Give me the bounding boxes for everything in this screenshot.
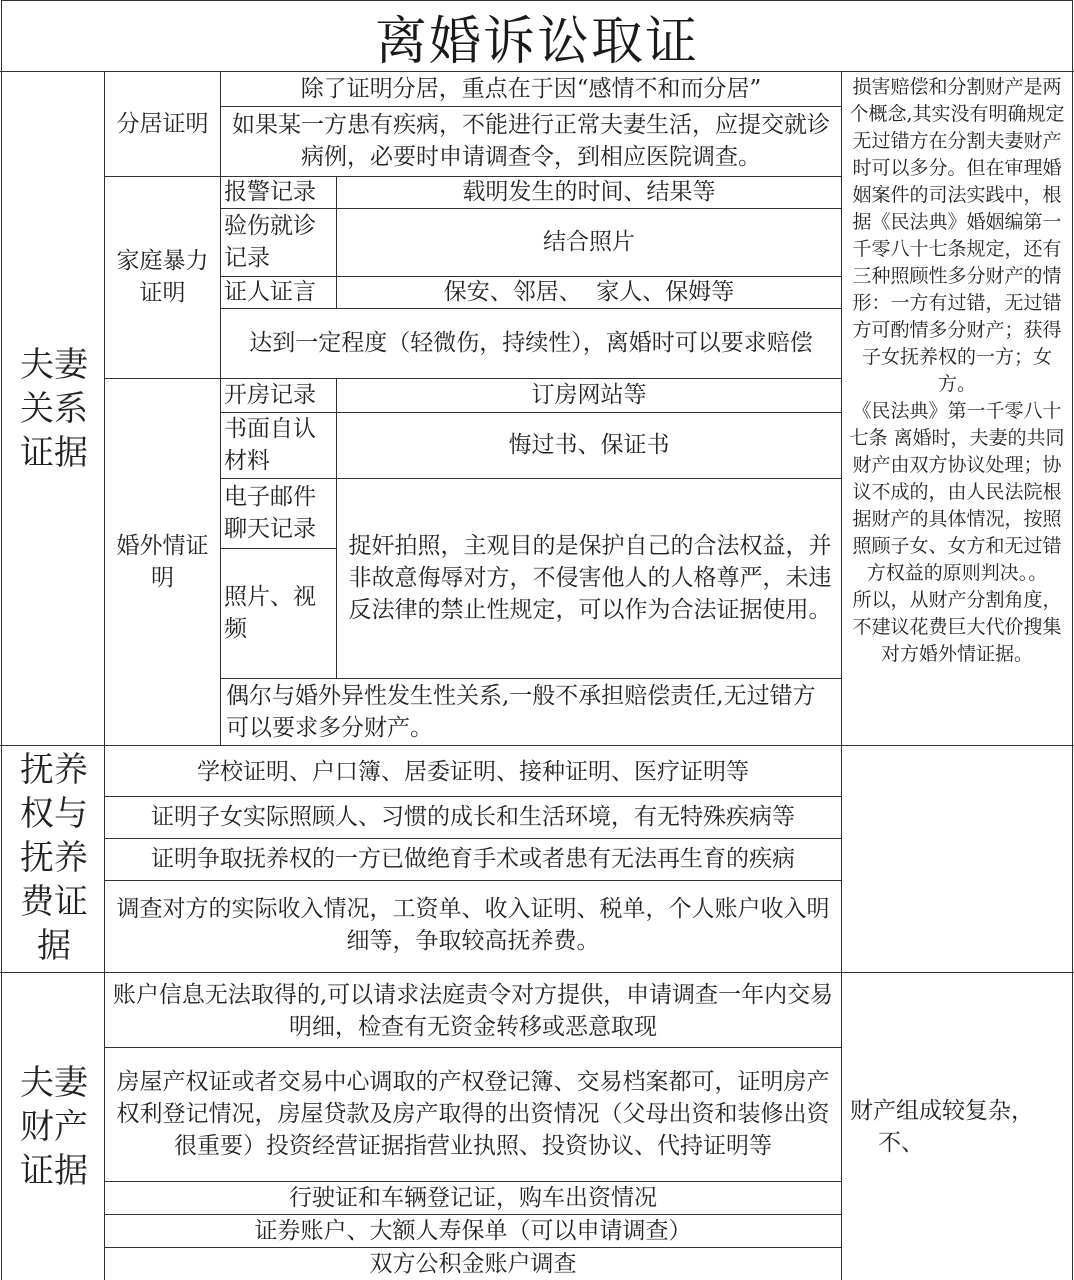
property-item-1: 账户信息无法取得的,可以请求法庭责令对方提供，申请调查一年内交易明细，检查有无资金转移或恶意取现 <box>112 982 834 1040</box>
affair-item-value-2: 悔过书、保证书 <box>508 432 670 458</box>
side-note-p3: 所以，从财产分割角度，不建议花费巨大代价搜集对方婚外情证据。 <box>852 589 1062 665</box>
page-title: 离婚诉讼取证 <box>374 11 699 72</box>
section1-bottom <box>0 745 1074 746</box>
custody-item-4: 调查对方的实际收入情况，工资单、收入证明、税单，个人账户收入明细等，争取较高抚养费。 <box>116 896 830 954</box>
section2-bottom <box>0 972 1074 973</box>
marital-header-text: 夫妻关系证据 <box>20 344 88 473</box>
violence-item-value-3: 保安、邻居、 家人、保姆等 <box>443 279 735 305</box>
property-item-3: 行驶证和车辆登记证，购车出资情况 <box>289 1184 657 1211</box>
violence-item-value-1: 载明发生的时间、结果等 <box>462 179 716 205</box>
affair-item-label-4: 照片、视频 <box>224 584 316 642</box>
violence-label-text: 家庭暴力证明 <box>116 248 209 306</box>
col-divider-right <box>841 72 842 1280</box>
affair-item-label-3: 电子邮件聊天记录 <box>224 484 316 542</box>
violence-note: 达到一定程度（轻微伤，持续性），离婚时可以要求赔偿 <box>249 330 813 356</box>
property-side-note <box>850 1095 1066 1165</box>
property-header-text: 夫妻财产证据 <box>20 1062 88 1191</box>
affair-label <box>105 378 220 745</box>
property-item-5: 双方公积金账户调查 <box>369 1250 577 1277</box>
property-side-note-line-2: 不、 <box>878 1130 924 1156</box>
affair-item-label-1: 开房记录 <box>224 382 316 408</box>
col-divider-b1 <box>220 72 221 746</box>
separation-label-text: 分居证明 <box>116 111 209 137</box>
affair-note: 偶尔与婚外异性发生性关系,一般不承担赔偿责任,无过错方可以要求多分财产。 <box>226 683 816 741</box>
affair-item-value-1: 订房网站等 <box>531 382 647 408</box>
custody-item-2: 证明子女实际照顾人、习惯的成长和生活环境，有无特殊疾病等 <box>151 804 795 830</box>
property-item-4: 证券账户、大额人寿保单（可以申请调查） <box>254 1217 692 1244</box>
affair-shared-value: 捉奸拍照，主观目的是保护自己的合法权益，并非故意侮辱对方，不侵害他人的人格尊严，未违反法律的禁止性规定，可以作为合法证据使用。 <box>348 533 832 623</box>
violence-item-label-1: 报警记录 <box>224 179 316 205</box>
violence-item-value-2: 结合照片 <box>543 229 635 255</box>
property-section-header <box>6 973 102 1280</box>
marital-section-header <box>6 72 102 745</box>
custody-section-header <box>6 746 102 970</box>
side-note-p2: 《民法典》第一千零八十七条 离婚时，夫妻的共同财产由双方协议处理；协议不成的，由人民法院根据财产的具体情况，按照照顾子女、女方和无过错方权益的原则判决。。 <box>849 400 1065 584</box>
marital-side-note <box>844 74 1070 744</box>
custody-item-3: 证明争取抚养权的一方已做绝育手术或者患有无法再生育的疾病 <box>151 846 795 872</box>
violence-label <box>105 176 220 378</box>
affair-divider-4 <box>221 678 841 679</box>
affair-label-text: 婚外情证明 <box>116 532 209 591</box>
property-item-2: 房屋产权证或者交易中心调取的产权登记簿、交易档案都可，证明房产权利登记情况，房屋贷款及房产取得的出资情况（父母出资和装修出资很重要）投资经营证据指营业执照、投资协议、代持证明等 <box>116 1069 830 1159</box>
separation-row-1: 除了证明分居，重点在于因“感情不和而分居” <box>300 76 762 102</box>
custody-header-text: 抚养权与抚养费证据 <box>20 750 88 966</box>
affair-item-label-2: 书面自认材料 <box>224 416 316 474</box>
separation-row-2: 如果某一方患有疾病，不能进行正常夫妻生活，应提交就诊病例，必要时申请调查令，到相应医院调查。 <box>232 112 830 170</box>
violence-item-label-3: 证人证言 <box>224 279 316 305</box>
side-note-p1: 损害赔偿和分割财产是两个概念,其实没有明确规定无过错方在分割夫妻财产时可以多分。但在审理婚姻案件的司法实践中，根据《民法典》婚姻编第一千零八十七条规定，还有三种照顾性多分财产的情形：一方有过错，无过错方可酌情多分财产；获得子女抚养权的一方；女方。 <box>849 76 1065 395</box>
violence-item-label-2: 验伤就诊记录 <box>224 213 316 271</box>
separation-label <box>105 72 220 176</box>
property-side-note-line-1: 财产组成较复杂， <box>850 1098 1034 1124</box>
custody-item-1: 学校证明、户口簿、居委证明、接种证明、医疗证明等 <box>197 759 749 785</box>
